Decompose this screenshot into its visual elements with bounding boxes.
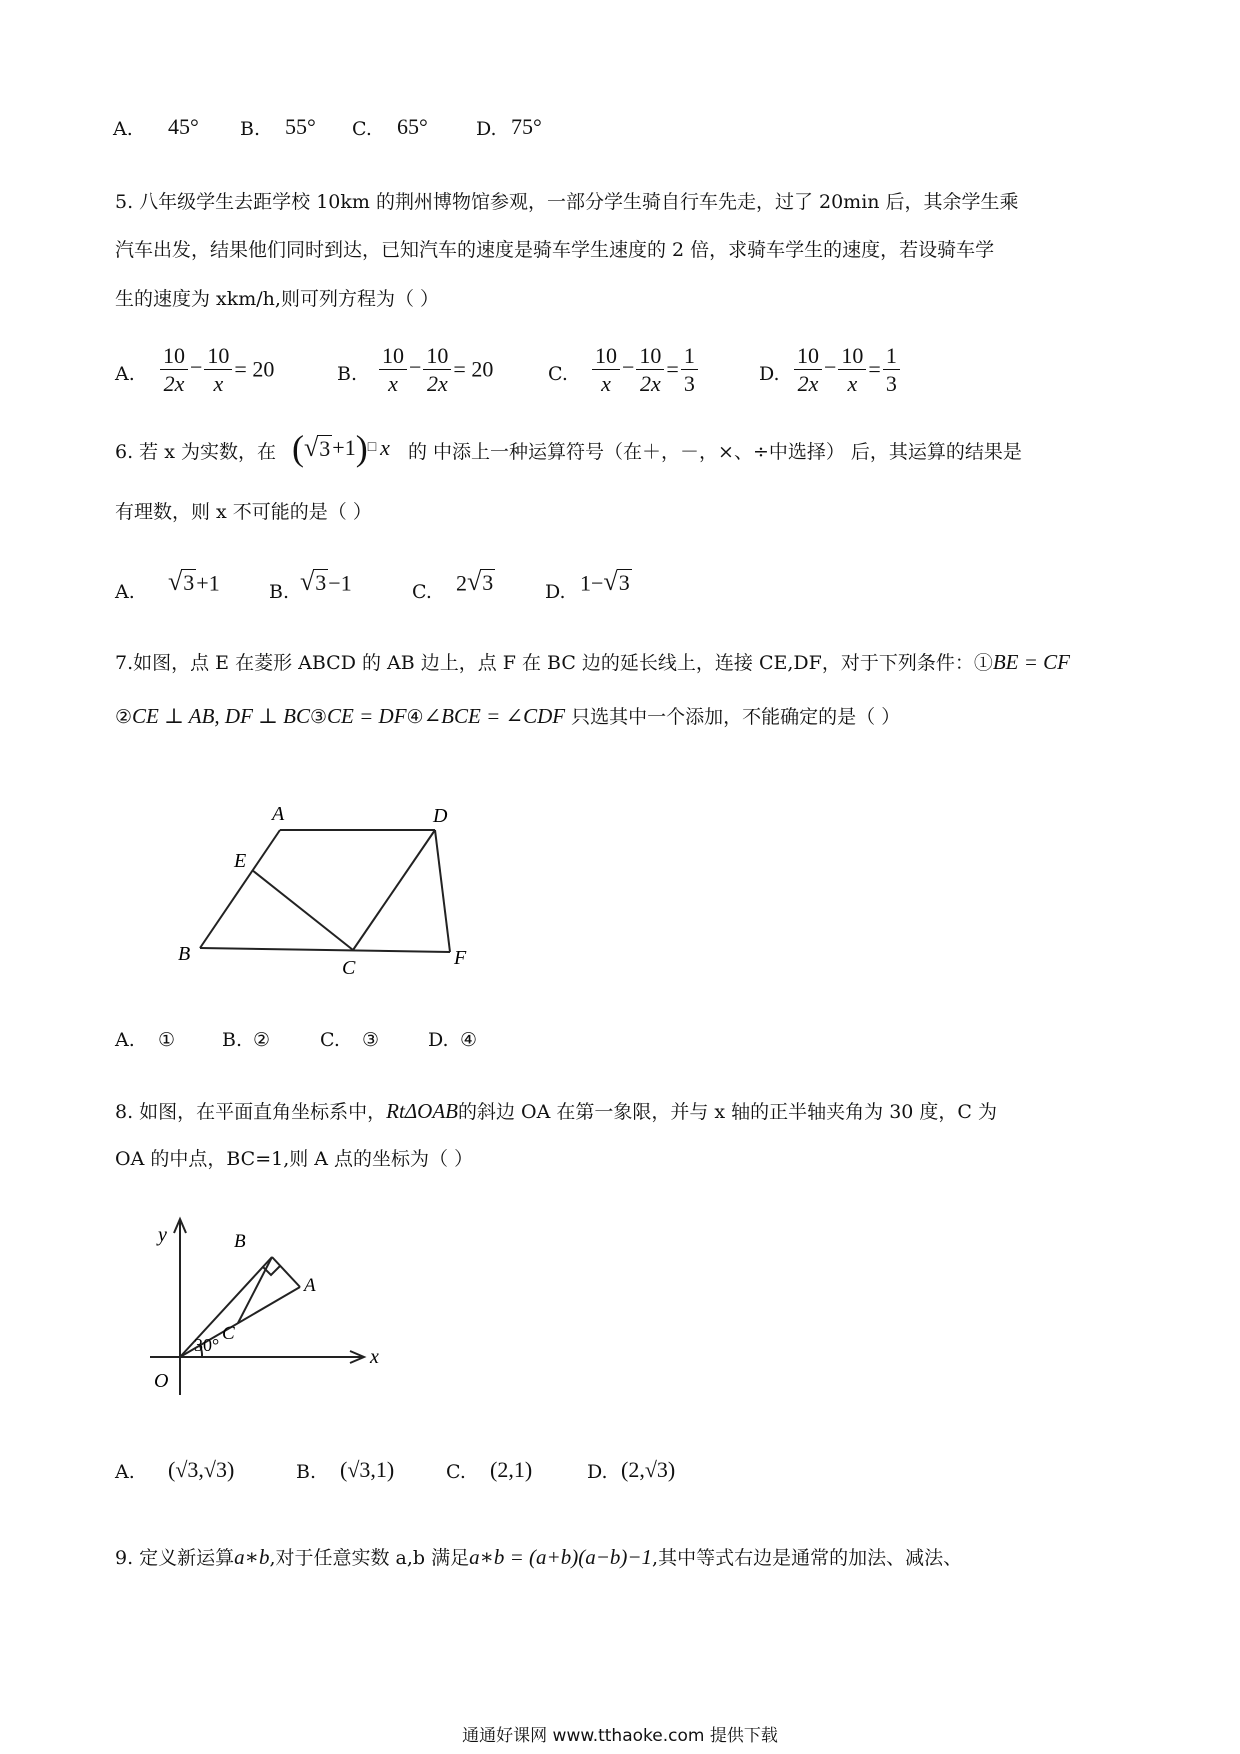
q9-pre: 9. 定义新运算 (115, 1547, 235, 1569)
q8-option-a-letter: A. (115, 1461, 135, 1483)
blank-box: □ (367, 440, 377, 455)
sqrt-arg: 3 (482, 570, 494, 595)
q6-option-b-value: √ 3 −1 (300, 567, 352, 597)
label-c: C (342, 957, 356, 979)
label-f: F (454, 947, 467, 969)
q4-option-d-letter: D. (476, 118, 497, 140)
frac-num: 10 (592, 344, 620, 370)
q8-option-c-value: (2,1) (490, 1457, 533, 1482)
q8-line-2: OA 的中点，BC=1,则 A 点的坐标为（ ） (115, 1148, 474, 1170)
q7-condition-2: CE ⊥ AB, DF ⊥ BC (132, 704, 310, 728)
rhombus-figure (170, 790, 490, 980)
frac-num: 10 (423, 344, 451, 370)
sqrt-arg: 3 (319, 435, 331, 461)
label-b: B (178, 943, 191, 965)
q5-option-d-letter: D. (759, 363, 780, 385)
frac-num: 10 (636, 344, 664, 370)
sqrt-arg: 3 (183, 570, 195, 595)
frac-num: 10 (204, 344, 232, 370)
q6-prefix: 6. 若 x 为实数，在 (115, 441, 276, 463)
q4-option-c-value: 65° (397, 114, 428, 139)
q7-condition-4: ∠BCE = ∠CDF (423, 704, 566, 728)
q6-option-b-letter: B. (269, 581, 290, 603)
label-angle: 30° (194, 1335, 220, 1355)
frac-num: 10 (838, 344, 866, 370)
frac-den: 2x (427, 371, 448, 397)
frac-num: 10 (379, 344, 407, 370)
frac-den: x (388, 371, 398, 397)
coordinate-figure (140, 1205, 420, 1405)
q6-option-c-letter: C. (412, 581, 432, 603)
minus-sign: − (622, 354, 635, 380)
q7-circle-2: ② (115, 706, 133, 728)
q7-option-d-letter: D. (428, 1029, 449, 1051)
q7-circle-3: ③ (309, 706, 328, 728)
rhombus-lines (200, 830, 450, 952)
frac-num: 1 (883, 344, 900, 370)
q7-line-1 (115, 652, 1070, 673)
q8-line-1 (115, 1101, 997, 1122)
frac-den: 3 (683, 371, 695, 397)
q4-option-a-value: 45° (168, 114, 199, 139)
edge-dc (353, 830, 435, 950)
q5-line-3: 生的速度为 xkm/h,则可列方程为（ ） (115, 288, 440, 310)
frac-den: 2x (163, 371, 185, 397)
frac-den: 2x (797, 371, 819, 397)
q5-option-b-letter: B. (337, 363, 358, 385)
label-o: O (154, 1370, 169, 1392)
frac-den: x (601, 371, 611, 397)
q6-option-d-value: 1− √ 3 (580, 567, 630, 597)
q7-line-2 (115, 706, 900, 727)
q6-option-a-value: √ 3 +1 (168, 567, 220, 597)
q5-line-2: 汽车出发，结果他们同时到达，已知汽车的速度是骑车学生速度的 2 倍，求骑车学生的速度，若设骑车学 (115, 239, 995, 261)
q8-option-d-value: (2,√3) (621, 1457, 676, 1482)
q9-operation: a∗b (234, 1545, 270, 1569)
q4-option-a-letter: A. (113, 118, 133, 140)
label-c: C (222, 1323, 235, 1344)
q7-option-b-value: ② (253, 1029, 271, 1051)
q8-option-c-letter: C. (446, 1461, 466, 1483)
sqrt-arg: 3 (315, 570, 327, 595)
q5-option-a-equation (158, 344, 274, 395)
q7-option-c-letter: C. (320, 1029, 340, 1051)
q7-condition-3: CE = DF (327, 704, 407, 728)
frac-num: 10 (160, 344, 188, 370)
q8-option-b-letter: B. (296, 1461, 317, 1483)
q7-circle-4: ④ (406, 706, 424, 728)
q5-option-c-letter: C. (548, 363, 568, 385)
q9-mid: ,对于任意实数 a,b 满足 (269, 1547, 470, 1569)
q8-line-1-post: 的斜边 OA 在第一象限，并与 x 轴的正半轴夹角为 30 度，C 为 (457, 1101, 997, 1123)
q8-option-a-value: (√3,√3) (168, 1457, 235, 1482)
q6-option-c-value: 2 √ 3 (456, 567, 494, 597)
tail: −1 (328, 570, 352, 596)
q5-option-a-letter: A. (115, 363, 135, 385)
q7-option-b-letter: B. (222, 1029, 243, 1051)
frac-den: x (213, 371, 224, 397)
q7-option-a-letter: A. (115, 1029, 135, 1051)
q4-option-d-value: 75° (511, 114, 542, 139)
q4-option-b-letter: B. (240, 118, 261, 140)
q4-option-c-letter: C. (352, 118, 372, 140)
edge-ec (252, 870, 353, 950)
minus-sign: − (824, 354, 837, 380)
q7-line-2-tail: 只选其中一个添加，不能确定的是（ ） (571, 706, 901, 728)
q7-line-1-text: 7.如图，点 E 在菱形 ABCD 的 AB 边上，点 F 在 BC 边的延长线上，连接 CE,DF，对于下列条件：① (115, 652, 993, 674)
label-a: A (272, 803, 285, 825)
q8-option-b-value: (√3,1) (340, 1457, 395, 1482)
q7-condition-1: BE = CF (992, 650, 1070, 674)
q6-option-a-letter: A. (115, 581, 135, 603)
rhs: = 20 (453, 356, 494, 382)
frac-num: 10 (794, 344, 822, 370)
q8-option-d-letter: D. (587, 1461, 608, 1483)
q5-option-c-equation: $\frac{10}{x}$ − $\frac{10}{2x}$ = $\frac{1}{3}$ (590, 344, 700, 395)
q7-option-d-value: ④ (460, 1029, 478, 1051)
q9-line (115, 1547, 962, 1568)
label-d: D (433, 805, 448, 827)
q5-option-d-equation: $\frac{10}{2x}$ − $\frac{10}{x}$ = $\frac{1}{3}$ (792, 344, 902, 395)
frac-den: x (847, 371, 858, 397)
tail: +1 (196, 570, 220, 596)
minus-sign: − (409, 354, 422, 380)
q4-option-b-value: 55° (285, 114, 316, 139)
label-a: A (304, 1275, 316, 1296)
edge-ab (200, 830, 280, 948)
lead: 2 (456, 570, 467, 596)
q5-line-1: 5. 八年级学生去距学校 10km 的荆州博物馆参观，一部分学生骑自行车先走，过了 20min 后，其余学生乘 (115, 191, 1019, 213)
frac-den: 3 (885, 371, 897, 397)
minus-sign: − (190, 354, 203, 380)
var-x: x (380, 435, 390, 460)
label-y: y (158, 1224, 167, 1246)
edge-bf (200, 948, 450, 952)
q6-suffix: 的 中添上一种运算符号（在＋，－，×、÷中选择） 后，其运算的结果是 (408, 441, 1022, 463)
frac-den: 2x (640, 371, 661, 397)
rhs: = 20 (234, 356, 275, 382)
q9-definition: a∗b = (a+b)(a−b)−1 (469, 1545, 653, 1569)
q6-expression: ( √ 3 +1)□ x (292, 428, 390, 468)
q5-option-b-equation (377, 344, 493, 395)
plus-one: +1 (332, 435, 356, 460)
page-footer: 通通好课网 www.tthaoke.com 提供下载 (462, 1726, 778, 1746)
q6-option-d-letter: D. (545, 581, 566, 603)
q8-line-1-pre: 8. 如图，在平面直角坐标系中， (115, 1101, 387, 1123)
q8-triangle: RtΔOAB (386, 1099, 458, 1123)
label-b: B (234, 1231, 246, 1252)
label-x: x (370, 1346, 379, 1368)
q7-option-a-value: ① (158, 1029, 176, 1051)
label-e: E (234, 850, 247, 872)
sqrt-arg: 3 (618, 570, 630, 595)
segment-ba (272, 1257, 300, 1287)
q9-post: ,其中等式右边是通常的加法、减法、 (652, 1547, 963, 1569)
q7-option-c-value: ③ (362, 1029, 380, 1051)
q6-line-2: 有理数，则 x 不可能的是（ ） (115, 501, 372, 523)
frac-num: 1 (681, 344, 698, 370)
lead: 1− (580, 570, 604, 596)
edge-df (435, 830, 450, 952)
